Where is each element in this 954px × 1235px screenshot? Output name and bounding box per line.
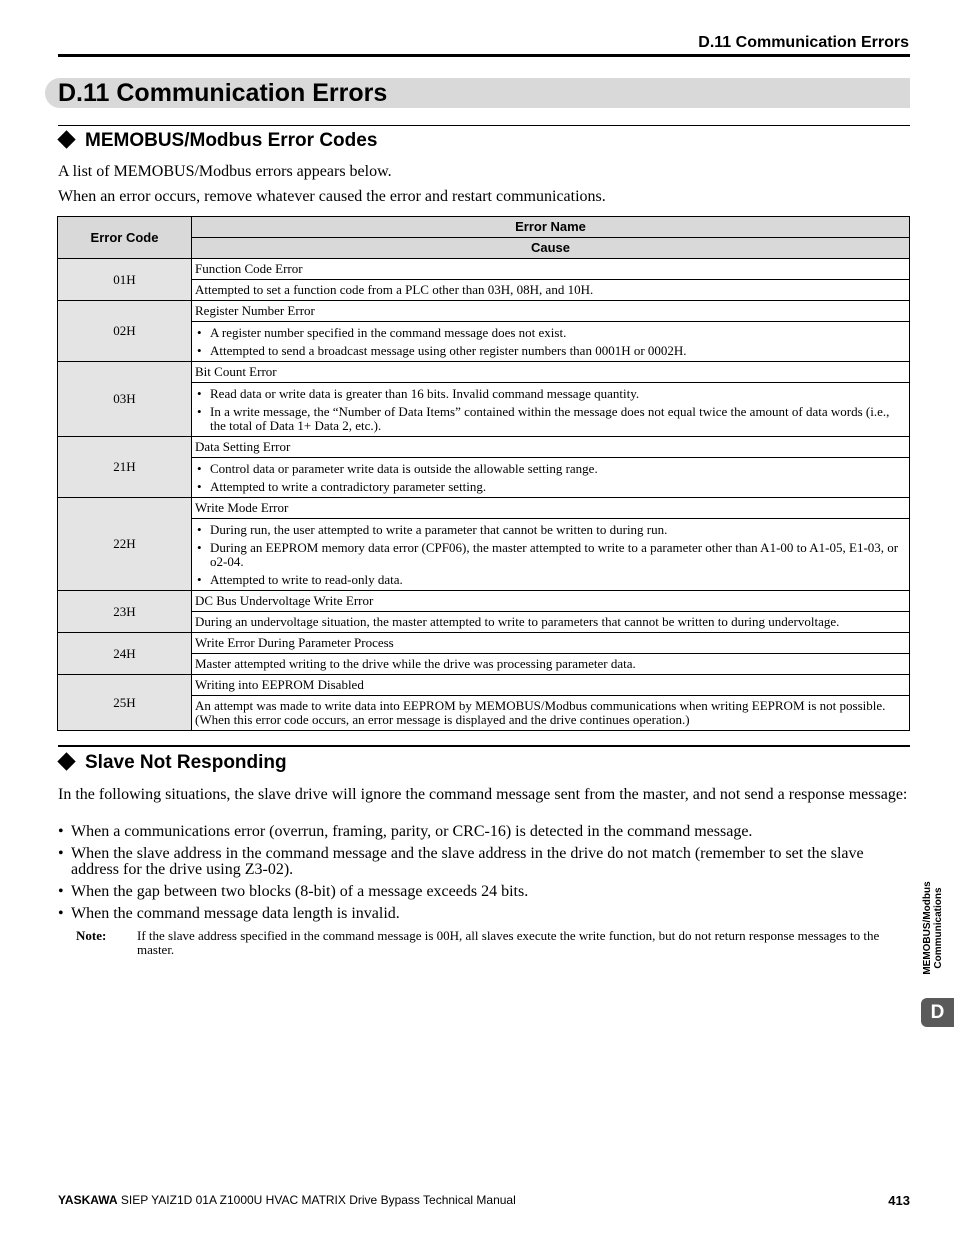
cause-text: An attempt was made to write data into EEPROM by MEMOBUS/Modbus communications when writing EEPROM is not possible. (When this error code occurs, an error message is displayed and the drive continues operation.): [195, 698, 886, 727]
page-number: 413: [888, 1193, 910, 1208]
section-heading-error-codes: MEMOBUS/Modbus Error Codes: [58, 129, 377, 153]
error-code-cell: 21H: [58, 437, 192, 498]
header-error-name: Error Name: [192, 217, 910, 238]
section-rule: [58, 125, 910, 126]
error-name-cell: Register Number Error: [192, 301, 910, 322]
cause-list-item: • During an EEPROM memory data error (CPF06), the master attempted to write to a parameter other than A1-00 to A1-05, E1-03, or o2-04.: [195, 541, 907, 569]
error-name-cell: Write Mode Error: [192, 498, 910, 519]
error-cause-cell: [192, 383, 910, 437]
error-cause-cell: [192, 322, 910, 362]
intro-paragraph: A list of MEMOBUS/Modbus errors appears below.: [58, 163, 392, 180]
table-row: [58, 301, 910, 322]
error-code-cell: 25H: [58, 675, 192, 731]
cause-list-item: • A register number specified in the command message does not exist.: [195, 326, 907, 340]
error-name-cell: DC Bus Undervoltage Write Error: [192, 591, 910, 612]
error-code-cell: 02H: [58, 301, 192, 362]
page-title: D.11 Communication Errors: [58, 79, 388, 107]
error-name-cell: Bit Count Error: [192, 362, 910, 383]
cause-text: During an undervoltage situation, the master attempted to write to parameters that cannot be written to during undervoltage.: [195, 614, 840, 629]
error-name-cell: Writing into EEPROM Disabled: [192, 675, 910, 696]
footer-manual-name: SIEP YAIZ1D 01A Z1000U HVAC MATRIX Drive Bypass Technical Manual: [120, 1193, 516, 1207]
diamond-bullet-icon: [57, 753, 75, 771]
section-rule: [58, 745, 910, 747]
slave-intro-paragraph: In the following situations, the slave drive will ignore the command message sent from the master, and not send a response message:: [58, 786, 908, 803]
error-name-cell: Write Error During Parameter Process: [192, 633, 910, 654]
note-label: Note:: [76, 928, 107, 943]
cause-list-item: • Attempted to write a contradictory parameter setting.: [195, 480, 907, 494]
list-item: • When the gap between two blocks (8-bit) of a message exceeds 24 bits.: [58, 884, 911, 900]
side-tab-letter: D: [921, 998, 954, 1027]
error-code-cell: 23H: [58, 591, 192, 633]
table-row: [58, 362, 910, 383]
error-table-body: [58, 259, 910, 731]
slave-condition-list: [58, 824, 911, 928]
cause-list-item: • In a write message, the “Number of Data Items” contained within the message does not equal twice the amount of data words (i.e., the total of Data 1+ Data 2, etc.).: [195, 405, 907, 433]
table-row: [58, 633, 910, 654]
cause-list-item: • Attempted to send a broadcast message using other register numbers than 0001H or 0002H.: [195, 344, 907, 358]
table-row: [58, 259, 910, 280]
error-name-cell: Data Setting Error: [192, 437, 910, 458]
cause-text: Attempted to set a function code from a PLC other than 03H, 08H, and 10H.: [195, 282, 594, 297]
table-row: [58, 591, 910, 612]
header-cause: Cause: [192, 238, 910, 259]
table-row: [58, 675, 910, 696]
cause-text: Master attempted writing to the drive while the drive was processing parameter data.: [195, 656, 636, 671]
footer-manual-title: [58, 1193, 516, 1207]
cause-list: [195, 326, 907, 358]
cause-list-item: • Attempted to write to read-only data.: [195, 573, 907, 587]
list-item: • When the command message data length is invalid.: [58, 906, 911, 922]
note-text: If the slave address specified in the command message is 00H, all slaves execute the write function, but do not return response messages to the master.: [137, 928, 880, 957]
cause-list-item: • Control data or parameter write data is outside the allowable setting range.: [195, 462, 907, 476]
header-rule: [58, 54, 910, 57]
error-cause-cell: [192, 519, 910, 591]
error-code-cell: 24H: [58, 633, 192, 675]
cause-list: [195, 387, 907, 433]
error-cause-cell: [192, 696, 910, 731]
section-heading-slave-not-responding: Slave Not Responding: [58, 751, 287, 775]
error-code-cell: 03H: [58, 362, 192, 437]
running-header: D.11 Communication Errors: [698, 34, 909, 51]
error-code-table: [57, 216, 910, 731]
cause-list: [195, 462, 907, 494]
header-error-code: Error Code: [58, 217, 192, 259]
cause-list-item: • During run, the user attempted to write a parameter that cannot be written to during run.: [195, 523, 907, 537]
list-item: • When the slave address in the command message and the slave address in the drive do not match (remember to set the slave address for the drive using Z3-02).: [58, 846, 911, 878]
error-name-cell: Function Code Error: [192, 259, 910, 280]
error-cause-cell: [192, 280, 910, 301]
cause-list-item: • Read data or write data is greater than 16 bits. Invalid command message quantity.: [195, 387, 907, 401]
error-cause-cell: [192, 654, 910, 675]
error-code-cell: 01H: [58, 259, 192, 301]
cause-list: [195, 523, 907, 587]
table-row: [58, 498, 910, 519]
list-item: • When a communications error (overrun, framing, parity, or CRC-16) is detected in the command message.: [58, 824, 911, 840]
side-tab-label: MEMOBUS/Modbus Communications: [922, 881, 944, 975]
error-code-cell: 22H: [58, 498, 192, 591]
error-cause-cell: [192, 612, 910, 633]
footer-brand: YASKAWA: [58, 1193, 118, 1207]
instruction-paragraph: When an error occurs, remove whatever caused the error and restart communications.: [58, 188, 606, 205]
diamond-bullet-icon: [57, 131, 75, 149]
error-cause-cell: [192, 458, 910, 498]
table-row: [58, 437, 910, 458]
